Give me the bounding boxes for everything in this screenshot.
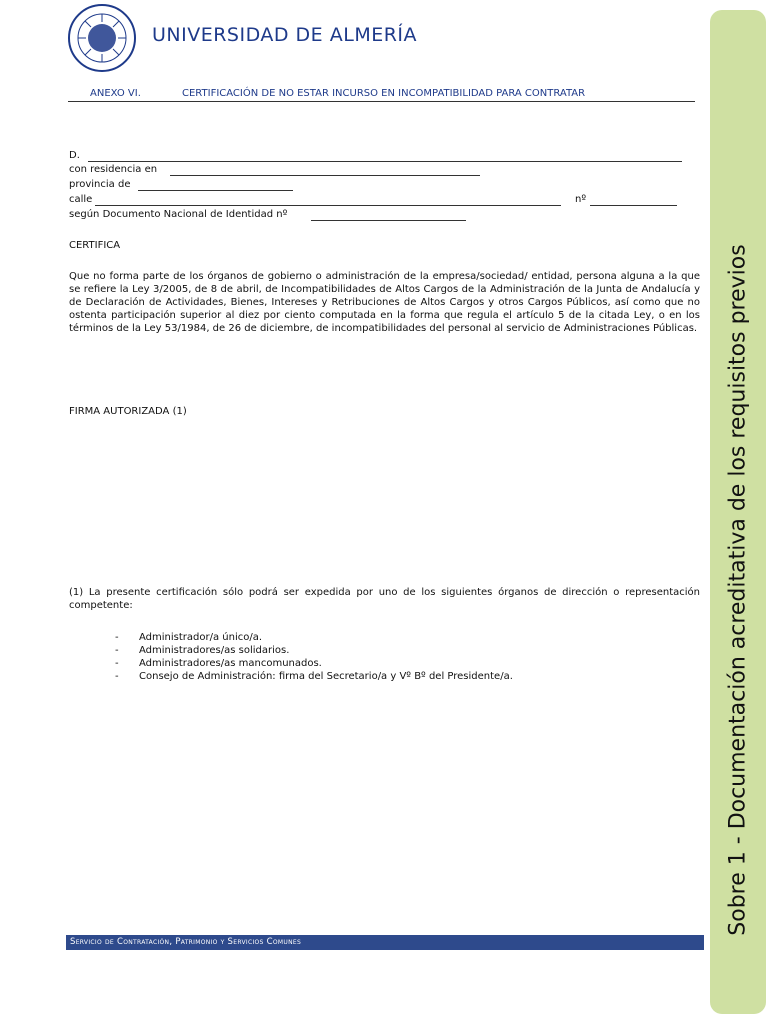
list-item-text: Consejo de Administración: firma del Secretario/a y Vº Bº del Presidente/a.: [139, 671, 513, 682]
list-dash: -: [115, 632, 119, 643]
footer-service-text: Servicio de Contratación, Patrimonio y Servicios Comunes: [70, 937, 302, 947]
residence-label: con residencia en: [69, 164, 158, 175]
name-field[interactable]: [88, 151, 682, 162]
number-label: nº: [575, 194, 587, 205]
list-dash: -: [115, 671, 119, 682]
province-label: provincia de: [69, 179, 131, 190]
province-field[interactable]: [138, 180, 293, 191]
certifica-body: Que no forma parte de los órganos de gobierno o administración de la empresa/sociedad/ entidad, persona alguna a la que se refiere la Ley 3/2005, de 8 de abril, de Incompatibilidades de Altos Cargos de la Administración de la Junta de Andalucía y de Declaración de Actividades, Bienes, Intereses y Retribuciones de Altos Cargos y otros Cargos Públicos, así como que no ostenta participación superior al diez por ciento computada en la forma que regula el artículo 5 de la citada Ley, o en los términos de la Ley 53/1984, de 26 de diciembre, de incompatibilidades del personal al servicio de Administraciones Públicas.: [69, 271, 700, 334]
street-label: calle: [69, 194, 93, 205]
dni-label: según Documento Nacional de Identidad nº: [69, 209, 288, 220]
footnote-text: (1) La presente certificación sólo podrá ser expedida por uno de los siguientes órganos de dirección o representación competente:: [69, 587, 700, 611]
footnote-list: [115, 631, 513, 683]
d-label: D.: [69, 150, 80, 161]
list-dash: -: [115, 658, 119, 669]
side-tab-label: Sobre 1 - Documentación acreditativa de los requisitos previos: [725, 244, 751, 936]
dni-field[interactable]: [311, 210, 466, 221]
list-item-text: Administradores/as mancomunados.: [139, 658, 322, 669]
list-item: [115, 644, 513, 657]
certifica-heading: CERTIFICA: [69, 240, 121, 251]
list-dash: -: [115, 645, 119, 656]
street-field[interactable]: [95, 195, 561, 206]
list-item-text: Administradores/as solidarios.: [139, 645, 290, 656]
list-item: [115, 657, 513, 670]
residence-field[interactable]: [170, 165, 480, 176]
number-field[interactable]: [590, 195, 677, 206]
list-item: [115, 631, 513, 644]
list-item-text: Administrador/a único/a.: [139, 632, 263, 643]
annex-title: CERTIFICACIÓN DE NO ESTAR INCURSO EN INCOMPATIBILIDAD PARA CONTRATAR: [182, 88, 586, 99]
university-name: UNIVERSIDAD DE ALMERÍA: [152, 24, 418, 46]
header-divider: [68, 101, 695, 102]
list-item: [115, 670, 513, 683]
signature-label: FIRMA AUTORIZADA (1): [69, 406, 187, 417]
university-seal-logo: [66, 2, 138, 74]
annex-label: ANEXO VI.: [90, 88, 141, 99]
